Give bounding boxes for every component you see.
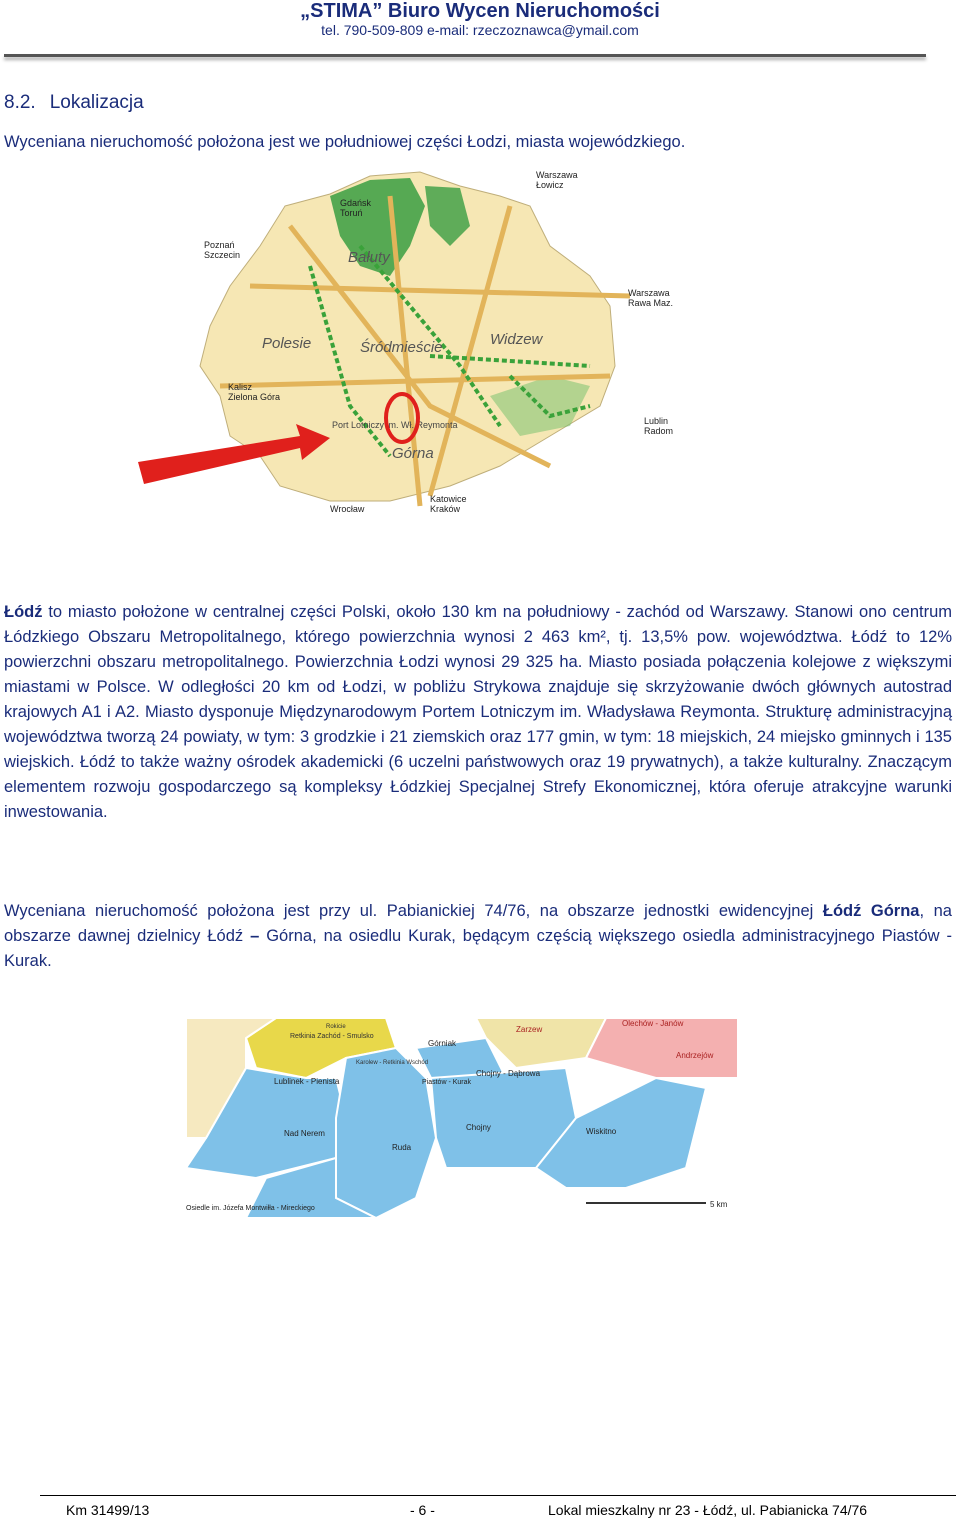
- direction-label: Katowice: [430, 494, 467, 504]
- lodz-city-map: [30, 166, 926, 514]
- district-label: Karolew - Retkinia Wschód: [356, 1060, 429, 1066]
- district-label: Chojny: [466, 1123, 491, 1132]
- direction-label: Lublin: [644, 416, 669, 426]
- page-number: - 6 -: [410, 1502, 435, 1518]
- direction-label: Radom: [644, 426, 674, 436]
- letterhead-rule: [4, 54, 926, 57]
- description-text: to miasto położone w centralnej części Polski, około 130 km na południowy - zachód od Warszawy. Stanowi ono centrum Łódzkiego Obszaru Metropolitalnego, którego powierzchnia wynosi 2 463 km², tj. 13,5% pow. województwa. Łódź to 12% powierzchni obszaru metropolitalnego. Powierzchnia Łodzi wynosi 29 325 ha. Miasto posiada połączenia kolejowe z większymi miastami w Polsce. W odległości 20 km od Łodzi, w pobliżu Strykowa znajduje się skrzyżowanie dwóch głównych autostrad krajowych A1 i A2. Miasto dysponuje Międzynarodowym Portem Lotniczym im. Władysława Reymonta. Strukturę administracyjną województwa tworzą 24 powiaty, w tym: 3 grodzkie i 21 ziemskich oraz 177 gmin, w tym: 18 miejskich, 24 miejsko gminnych i 135 wiejskich. Łódź to także ważny ośrodek akademicki (6 uczelni państwowych oraz 19 prywatnych), a także kulturalny. Znaczącym elementem rozwoju gospodarczego są kompleksy Łódzkiej Specjalnej Strefy Ekonomicznej, która oferuje atrakcyjne warunki inwestowania.: [4, 603, 952, 821]
- districts-map: [186, 1018, 738, 1218]
- district-label: Ruda: [392, 1143, 412, 1152]
- direction-label: Wrocław: [330, 504, 365, 514]
- direction-label: Kraków: [430, 504, 461, 514]
- district-label: Bałuty: [348, 249, 390, 266]
- district-label: Polesie: [262, 335, 312, 352]
- location-text-1: Wyceniana nieruchomość położona jest przy ul. Pabianickiej 74/76, na obszarze jednostki ewidencyjnej: [4, 902, 823, 920]
- district-label: Widzew: [490, 331, 543, 348]
- district-label: Zarzew: [516, 1025, 543, 1034]
- footer-subject: Lokal mieszkalny nr 23 - Łódź, ul. Pabianicka 74/76: [548, 1502, 868, 1518]
- district-label: Rokicie: [326, 1024, 346, 1030]
- footer-rule: [40, 1495, 956, 1496]
- bold-city-name: Łódź: [4, 603, 43, 621]
- direction-label: Toruń: [340, 208, 363, 218]
- location-bold-2: –: [250, 927, 260, 945]
- direction-label: Poznań: [204, 240, 235, 250]
- direction-label: Kalisz: [228, 382, 253, 392]
- district-label: Górniak: [428, 1039, 457, 1048]
- location-text-2: , na obszarze dawnej dzielnicy Łódź: [4, 902, 952, 945]
- letterhead-title: „STIMA” Biuro Wycen Nieruchomości: [300, 0, 660, 22]
- direction-label: Zielona Góra: [228, 392, 281, 402]
- district-label: Nad Nerem: [284, 1129, 325, 1138]
- district-label: Retkinia Zachód - Smulsko: [290, 1033, 374, 1040]
- direction-label: Warszawa: [628, 288, 670, 298]
- location-bold-1: Łódź Górna: [822, 902, 920, 920]
- location-text-3: Górna, na osiedlu Kurak, będącym częścią większego osiedla administracyjnego Piastów - Kurak.: [4, 927, 952, 970]
- direction-label: Rawa Maz.: [628, 298, 674, 308]
- intro-paragraph: Wyceniana nieruchomość położona jest we południowej części Łodzi, miasta wojewódzkiego.: [4, 133, 686, 151]
- district-label: Górna: [392, 445, 434, 462]
- district-label: Andrzejów: [676, 1051, 714, 1060]
- district-label: Olechów - Janów: [622, 1019, 684, 1028]
- direction-label: Warszawa: [536, 170, 578, 180]
- letterhead-contact: tel. 790-509-809 e-mail: rzeczoznawca@ymail.com: [321, 22, 639, 38]
- district-label: Lublinek - Pienista: [274, 1077, 340, 1086]
- footer-reference: Km 31499/13: [66, 1502, 150, 1518]
- location-paragraph: [4, 899, 952, 974]
- direction-label: Łowicz: [536, 180, 564, 190]
- direction-label: Szczecin: [204, 250, 241, 260]
- section-number: 8.2.: [4, 92, 36, 113]
- district-label: Śródmieście: [360, 339, 443, 356]
- section-heading: [4, 92, 158, 114]
- description-paragraph: [4, 600, 952, 825]
- district-label: Chojny - Dąbrowa: [476, 1069, 541, 1078]
- airport-label: Port Lotniczy im. Wł. Reymonta: [332, 420, 458, 430]
- district-label: Piastów - Kurak: [422, 1079, 472, 1086]
- district-label: Wiskitno: [586, 1127, 617, 1136]
- scale-label: 5 km: [710, 1200, 728, 1209]
- direction-label: Gdańsk: [340, 198, 372, 208]
- section-title: Lokalizacja: [49, 92, 144, 113]
- district-label: Osiedle im. Józefa Montwiłła - Mireckiego: [186, 1205, 315, 1212]
